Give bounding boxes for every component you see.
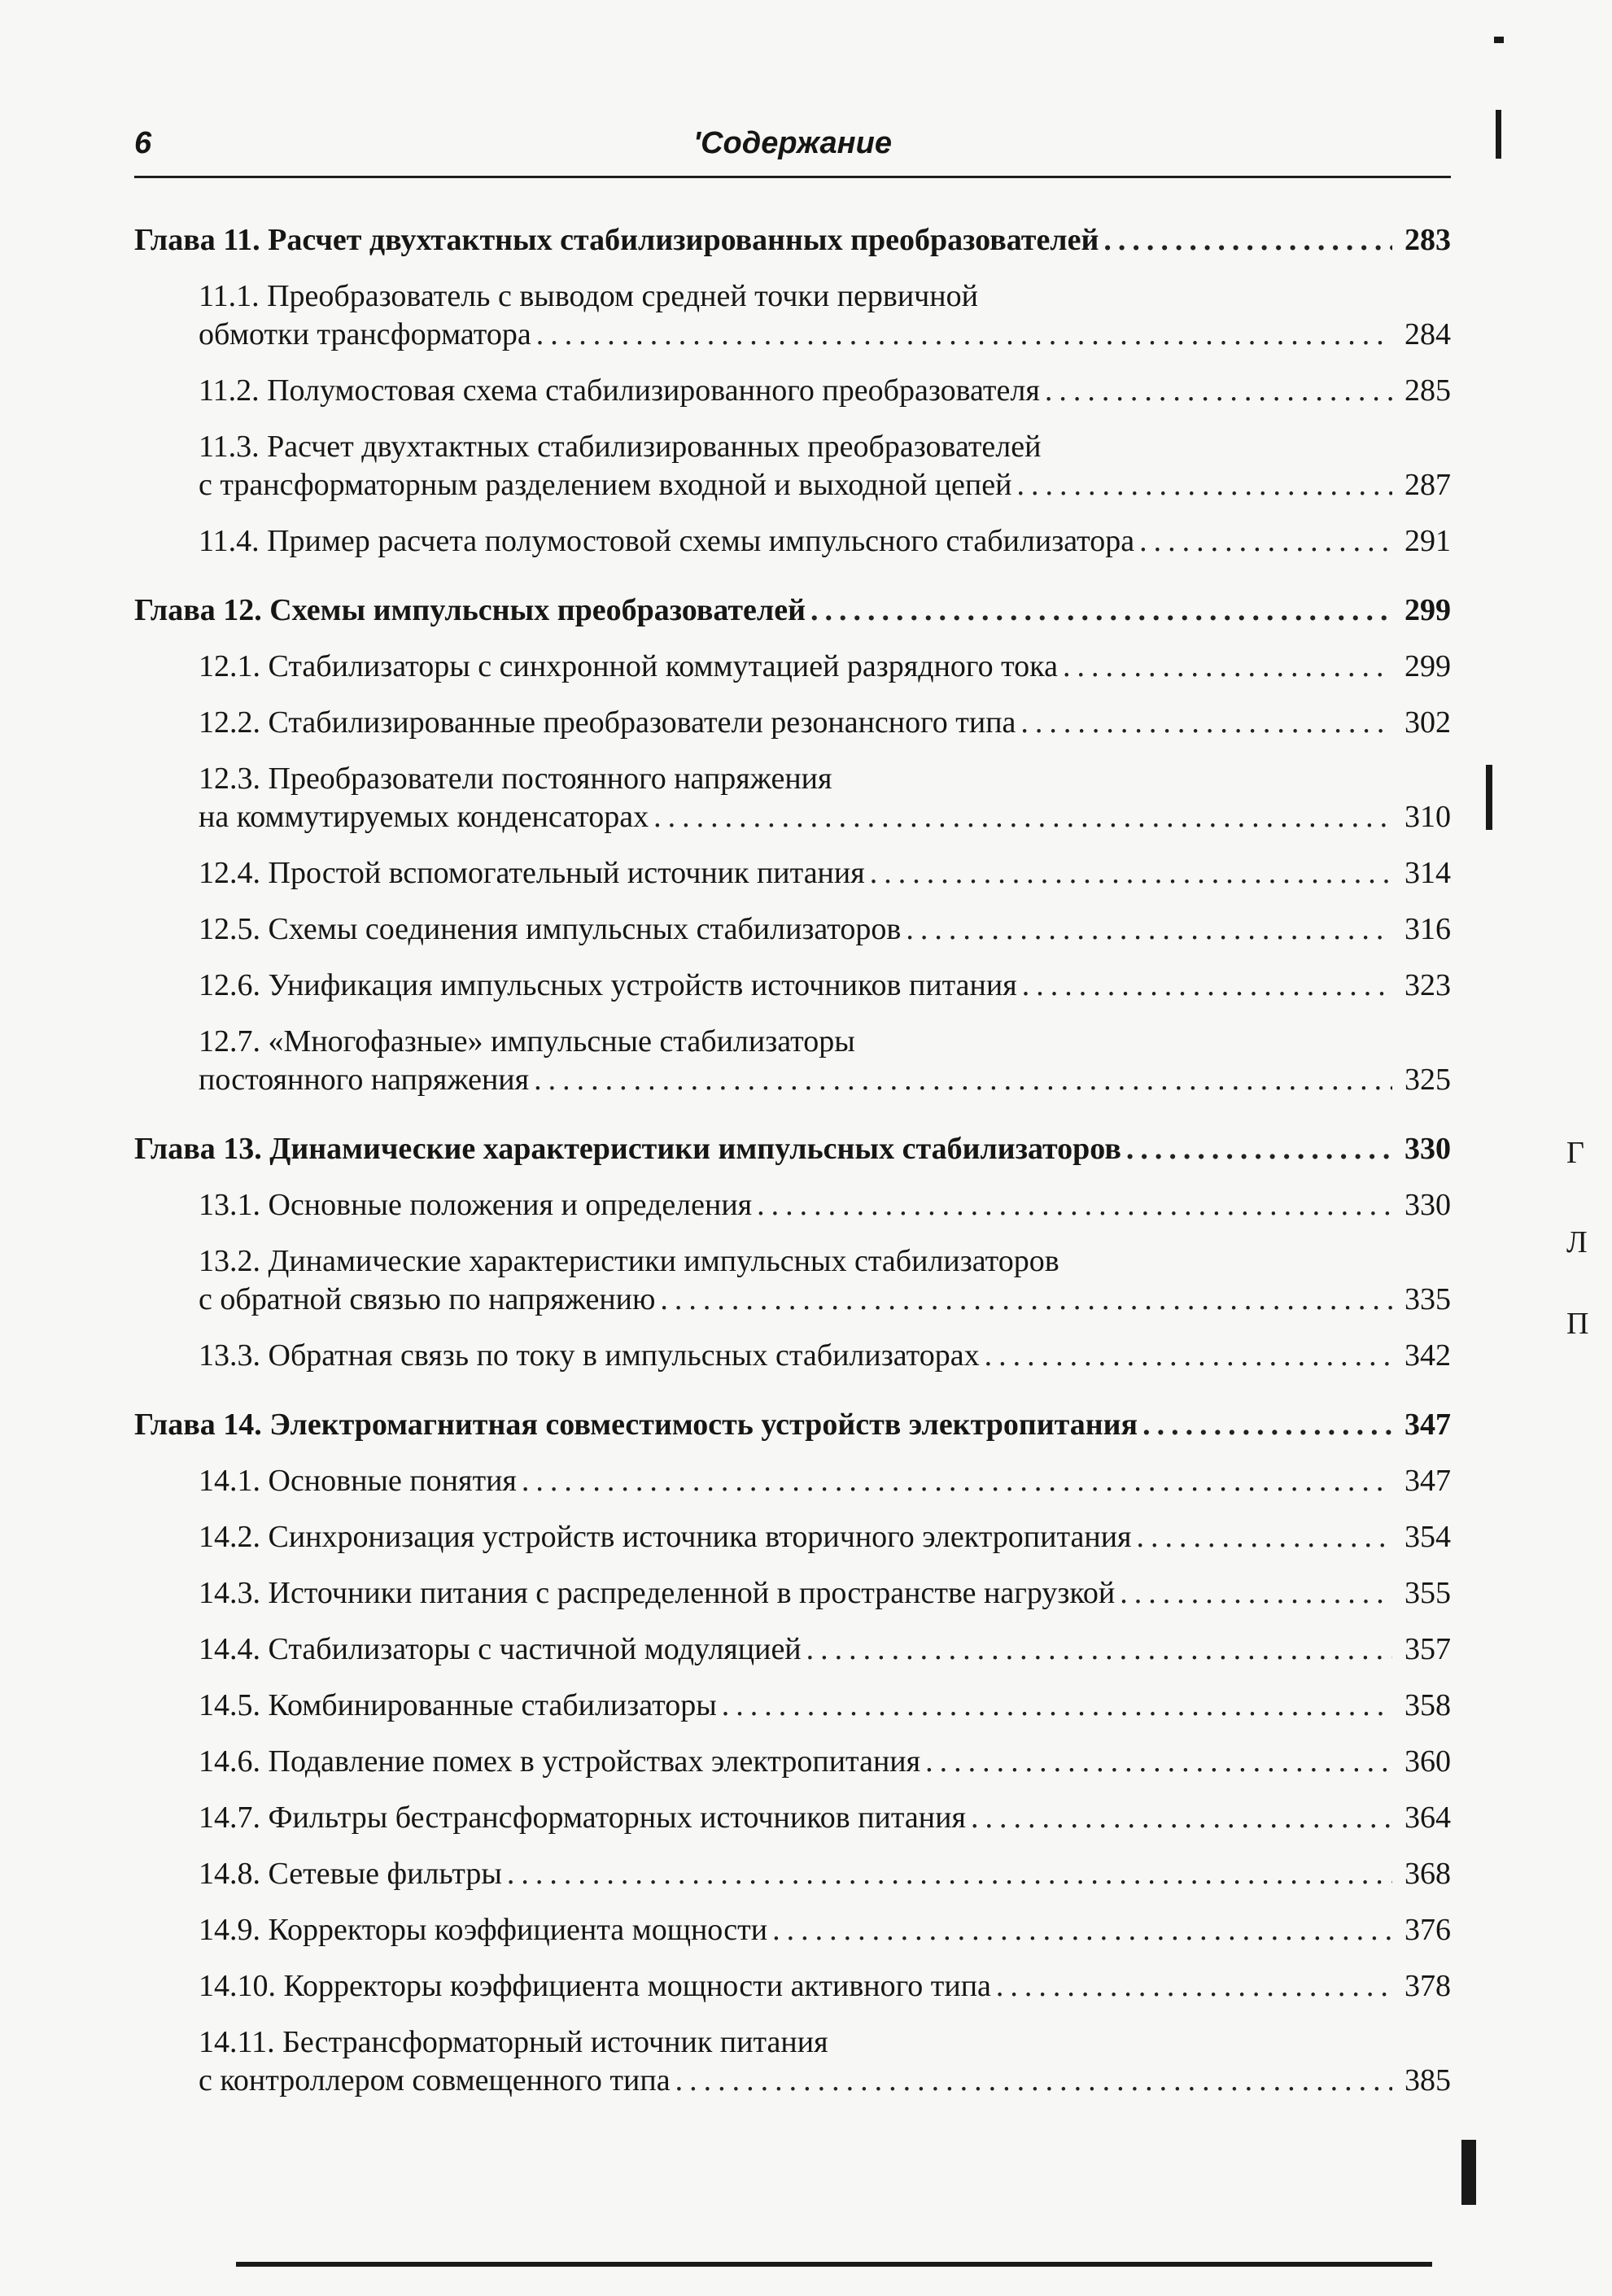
leader-dots: [996, 1967, 1392, 2006]
section-title-last-line: [199, 1462, 1451, 1500]
leader-dots: [660, 1281, 1392, 1319]
section-title: 13.3. Обратная связь по току в импульсных стабилизаторах: [199, 1338, 980, 1373]
section-entry: [199, 1687, 1451, 1725]
leader-dots: [507, 1855, 1392, 1893]
section-entry: [199, 372, 1451, 410]
page-ref: 335: [1404, 1282, 1451, 1316]
section-title-line: 14.11. Бестрансформаторный источник питания: [199, 2025, 828, 2059]
section-title-last-line: [199, 648, 1451, 686]
section-title-last-line: [199, 466, 1451, 504]
page-ref: 325: [1404, 1063, 1451, 1097]
section-title-last-line: [199, 1574, 1451, 1613]
page-ref: 323: [1404, 968, 1451, 1002]
leader-dots: [536, 316, 1392, 354]
section-title: 14.5. Комбинированные стабилизаторы: [199, 1688, 717, 1722]
page-ref: 385: [1404, 2063, 1451, 2097]
section-title-last-line: [199, 1687, 1451, 1725]
page-ref: 342: [1404, 1338, 1451, 1373]
section-entry: [199, 1743, 1451, 1781]
section-title-last-line: [199, 1630, 1451, 1669]
section-title-last-line: [199, 854, 1451, 893]
leader-dots: [1045, 372, 1392, 410]
chapter-entry: [134, 1130, 1451, 1168]
section-title: с трансформаторным разделением входной и выходной цепей: [199, 468, 1012, 502]
section-title: 14.8. Сетевые фильтры: [199, 1857, 502, 1891]
section-title: 14.3. Источники питания с распределенной в пространстве нагрузкой: [199, 1576, 1116, 1610]
section-title-last-line: [199, 316, 1451, 354]
page-ref: 360: [1404, 1744, 1451, 1779]
section-entry: [199, 522, 1451, 561]
section-entry: [199, 1023, 1451, 1099]
section-entry: [199, 1799, 1451, 1837]
section-title-last-line: [199, 1743, 1451, 1781]
margin-letter-2: Л: [1566, 1225, 1588, 1259]
section-title: 14.9. Корректоры коэффициента мощности: [199, 1913, 768, 1947]
page-ref: 368: [1404, 1857, 1451, 1891]
page-ref: 330: [1404, 1132, 1451, 1166]
leader-dots: [1137, 1518, 1392, 1556]
page-header: [134, 126, 1451, 175]
toc-chapter: [134, 221, 1451, 561]
chapter-title: Глава 14. Электромагнитная совместимость устройств электропитания: [134, 1408, 1138, 1442]
table-of-contents: [134, 221, 1451, 2131]
scan-edge-mark: [1496, 110, 1501, 159]
page-ref: 310: [1404, 800, 1451, 834]
page-number: 6: [134, 126, 152, 160]
page-ref: 316: [1404, 912, 1451, 946]
leader-dots: [522, 1462, 1392, 1500]
leader-dots: [757, 1186, 1392, 1224]
leader-dots: [653, 798, 1392, 836]
section-title-last-line: [199, 372, 1451, 410]
chapter-title: Глава 12. Схемы импульсных преобразователей: [134, 593, 806, 627]
section-title-last-line: [199, 1061, 1451, 1099]
section-title: 12.1. Стабилизаторы с синхронной коммутацией разрядного тока: [199, 649, 1058, 683]
page-ref: 364: [1404, 1801, 1451, 1835]
section-title-last-line: [199, 1281, 1451, 1319]
section-entry: [199, 1518, 1451, 1556]
page-ref: 354: [1404, 1520, 1451, 1554]
section-entry: [199, 704, 1451, 742]
section-title-line: 12.3. Преобразователи постоянного напряжения: [199, 762, 832, 796]
bottom-rule: [236, 2262, 1432, 2267]
scan-edge-mark: [1494, 37, 1504, 43]
leader-dots: [971, 1799, 1392, 1837]
section-title-last-line: [199, 704, 1451, 742]
section-title: 11.4. Пример расчета полумостовой схемы импульсного стабилизатора: [199, 524, 1135, 558]
leader-dots: [985, 1337, 1392, 1375]
leader-dots: [1016, 466, 1392, 504]
section-title: 12.4. Простой вспомогательный источник питания: [199, 856, 865, 890]
section-title-last-line: [199, 1518, 1451, 1556]
section-title-last-line: [199, 1911, 1451, 1949]
leader-dots: [534, 1061, 1392, 1099]
section-entry: [199, 1462, 1451, 1500]
section-entry: [199, 1911, 1451, 1949]
section-entry: [199, 967, 1451, 1005]
scan-edge-mark: [1486, 765, 1492, 830]
section-entry: [199, 648, 1451, 686]
section-title-line: 13.2. Динамические характеристики импульсных стабилизаторов: [199, 1244, 1059, 1278]
section-entry: [199, 1242, 1451, 1319]
page-ref: 347: [1404, 1464, 1451, 1498]
section-title-last-line: [199, 1799, 1451, 1837]
chapter-entry: [134, 1406, 1451, 1444]
section-title-last-line: [199, 967, 1451, 1005]
page-ref: 283: [1404, 223, 1451, 257]
section-entry: [199, 2023, 1451, 2100]
leader-dots: [675, 2062, 1392, 2100]
leader-dots: [810, 591, 1392, 630]
section-title: 13.1. Основные положения и определения: [199, 1188, 753, 1222]
leader-dots: [870, 854, 1392, 893]
section-title-last-line: [199, 910, 1451, 949]
section-entry: [199, 760, 1451, 836]
section-entry: [199, 1967, 1451, 2006]
page-ref: 314: [1404, 856, 1451, 890]
section-title: 14.4. Стабилизаторы с частичной модуляцией: [199, 1632, 802, 1666]
leader-dots: [1063, 648, 1392, 686]
section-title: 12.6. Унификация импульсных устройств источников питания: [199, 968, 1017, 1002]
leader-dots: [806, 1630, 1392, 1669]
toc-chapter: [134, 1130, 1451, 1375]
section-entry: [199, 1337, 1451, 1375]
leader-dots: [906, 910, 1392, 949]
header-rule: [134, 176, 1451, 178]
toc-chapter: [134, 1406, 1451, 2100]
page-ref: 355: [1404, 1576, 1451, 1610]
page-ref: 285: [1404, 373, 1451, 408]
margin-letter-3: П: [1566, 1307, 1589, 1341]
section-title: 12.2. Стабилизированные преобразователи резонансного типа: [199, 705, 1016, 740]
page-ref: 287: [1404, 468, 1451, 502]
page-ref: 376: [1404, 1913, 1451, 1947]
section-title: с обратной связью по напряжению: [199, 1282, 656, 1316]
section-title-last-line: [199, 1967, 1451, 2006]
section-title: 12.5. Схемы соединения импульсных стабилизаторов: [199, 912, 902, 946]
leader-dots: [1126, 1130, 1392, 1168]
leader-dots: [1103, 221, 1392, 260]
section-title: 14.2. Синхронизация устройств источника вторичного электропитания: [199, 1520, 1132, 1554]
section-title-line: 11.1. Преобразователь с выводом средней точки первичной: [199, 279, 978, 313]
section-entry: [199, 1186, 1451, 1224]
section-title-last-line: [199, 1337, 1451, 1375]
section-title-line: 12.7. «Многофазные» импульсные стабилизаторы: [199, 1024, 855, 1059]
section-entry: [199, 277, 1451, 354]
section-entry: [199, 910, 1451, 949]
section-title: 14.10. Корректоры коэффициента мощности активного типа: [199, 1969, 991, 2003]
page-ref: 378: [1404, 1969, 1451, 2003]
section-title-last-line: [199, 522, 1451, 561]
leader-dots: [925, 1743, 1392, 1781]
page-ref: 284: [1404, 317, 1451, 351]
section-title: с контроллером совмещенного типа: [199, 2063, 671, 2097]
page-ref: 302: [1404, 705, 1451, 740]
page-ref: 291: [1404, 524, 1451, 558]
section-title-last-line: [199, 798, 1451, 836]
section-title: 14.1. Основные понятия: [199, 1464, 517, 1498]
leader-dots: [1022, 967, 1392, 1005]
section-entry: [199, 1630, 1451, 1669]
section-title-last-line: [199, 1186, 1451, 1224]
margin-letter-1: Г: [1566, 1136, 1584, 1170]
section-title-line: 11.3. Расчет двухтактных стабилизированных преобразователей: [199, 430, 1042, 464]
page-ref: 299: [1404, 593, 1451, 627]
section-title: на коммутируемых конденсаторах: [199, 800, 649, 834]
section-entry: [199, 854, 1451, 893]
toc-chapter: [134, 591, 1451, 1099]
page-ref: 347: [1404, 1408, 1451, 1442]
scan-edge-mark: [1461, 2140, 1476, 2205]
page-ref: 357: [1404, 1632, 1451, 1666]
chapter-title: Глава 13. Динамические характеристики импульсных стабилизаторов: [134, 1132, 1121, 1166]
section-title-last-line: [199, 1855, 1451, 1893]
page-ref: 358: [1404, 1688, 1451, 1722]
page-ref: 330: [1404, 1188, 1451, 1222]
chapter-entry: [134, 221, 1451, 260]
section-title: обмотки трансформатора: [199, 317, 531, 351]
running-title: 'Содержание: [693, 126, 892, 160]
leader-dots: [722, 1687, 1392, 1725]
page-ref: 299: [1404, 649, 1451, 683]
chapter-title: Глава 11. Расчет двухтактных стабилизированных преобразователей: [134, 223, 1099, 257]
section-entry: [199, 1574, 1451, 1613]
section-title: постоянного напряжения: [199, 1063, 530, 1097]
leader-dots: [1020, 704, 1392, 742]
section-title-last-line: [199, 2062, 1451, 2100]
leader-dots: [1120, 1574, 1392, 1613]
leader-dots: [1139, 522, 1392, 561]
section-title: 14.7. Фильтры бестрансформаторных источников питания: [199, 1801, 966, 1835]
section-title: 11.2. Полумостовая схема стабилизированного преобразователя: [199, 373, 1040, 408]
section-entry: [199, 1855, 1451, 1893]
section-title: 14.6. Подавление помех в устройствах электропитания: [199, 1744, 921, 1779]
chapter-entry: [134, 591, 1451, 630]
section-entry: [199, 428, 1451, 504]
leader-dots: [1142, 1406, 1392, 1444]
leader-dots: [772, 1911, 1392, 1949]
